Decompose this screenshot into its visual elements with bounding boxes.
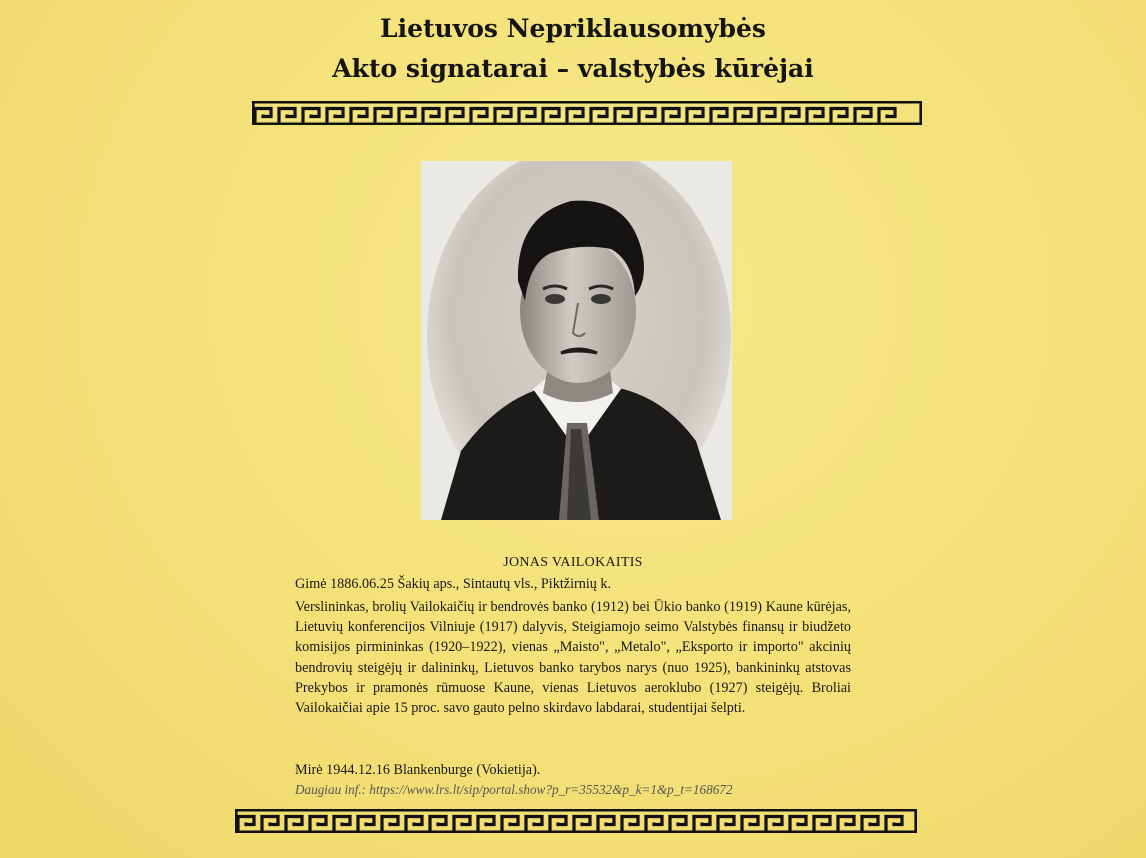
meander-unit xyxy=(382,817,398,831)
portrait-photo xyxy=(421,161,732,520)
meander-unit xyxy=(454,817,470,831)
birth-info: Gimė 1886.06.25 Šakių aps., Sintautų vls., Piktžirnių k. xyxy=(295,576,612,592)
meander-unit xyxy=(238,817,254,831)
meander-unit xyxy=(766,817,782,831)
meander-unit xyxy=(855,109,871,123)
page-title-line2: Akto signatarai – valstybės kūrėjai xyxy=(332,54,814,83)
meander-unit xyxy=(358,817,374,831)
meander-unit xyxy=(639,109,655,123)
biography-text: Verslininkas, brolių Vailokaičių ir bendrovės banko (1912) bei Ūkio banko (1919) Kaune kūrėjas, Lietuvių konferencijos Vilniuje (1917) dalyvis, Steigiamojo seimo Valstybės finansų ir biudžeto komisijos pirmininkas (1920–1922), vienas „Maisto", „Metalo", „Eksporto ir importo" akcinių bendrovių steigėjų ir dalininkų, Lietuvos banko tarybos narys (nuo 1925), bankininkų atstovas Prekybos ir pramonės rūmuose Kaune, vienas Lietuvos aeroklubo (1927) steigėjų. Broliai Vailokaičiai apie 15 proc. savo gauto pelno skirdavo labdarai, studentijai šelpti. xyxy=(295,599,851,717)
meander-unit xyxy=(879,109,895,123)
page-title-line1: Lietuvos Nepriklausomybės xyxy=(380,14,766,43)
meander-unit xyxy=(886,817,902,831)
meander-unit xyxy=(687,109,703,123)
meander-unit xyxy=(814,817,830,831)
meander-unit xyxy=(478,817,494,831)
meander-unit xyxy=(711,109,727,123)
meander-unit xyxy=(399,109,415,123)
meander-unit xyxy=(279,109,295,123)
meander-unit xyxy=(735,109,751,123)
meander-unit xyxy=(375,109,391,123)
meander-unit xyxy=(663,109,679,123)
meander-unit xyxy=(255,109,271,123)
meander-unit xyxy=(502,817,518,831)
meander-unit xyxy=(574,817,590,831)
meander-unit xyxy=(286,817,302,831)
meander-unit xyxy=(567,109,583,123)
meander-unit xyxy=(718,817,734,831)
meander-unit xyxy=(831,109,847,123)
meander-unit xyxy=(334,817,350,831)
meander-unit xyxy=(807,109,823,123)
meander-unit xyxy=(262,817,278,831)
meander-unit xyxy=(471,109,487,123)
meander-unit xyxy=(351,109,367,123)
meander-unit xyxy=(759,109,775,123)
meander-unit xyxy=(790,817,806,831)
meander-unit xyxy=(591,109,607,123)
meander-unit xyxy=(783,109,799,123)
meander-unit xyxy=(862,817,878,831)
meander-unit xyxy=(622,817,638,831)
meander-unit xyxy=(838,817,854,831)
greek-key-border-bottom xyxy=(235,809,917,833)
meander-unit xyxy=(423,109,439,123)
meander-unit xyxy=(615,109,631,123)
more-info-link[interactable]: Daugiau inf.: https://www.lrs.lt/sip/portal.show?p_r=35532&p_k=1&p_t=168672 xyxy=(295,782,733,797)
meander-unit xyxy=(495,109,511,123)
meander-unit xyxy=(310,817,326,831)
greek-key-border-top xyxy=(252,101,922,125)
meander-unit xyxy=(303,109,319,123)
meander-unit xyxy=(406,817,422,831)
meander-unit xyxy=(646,817,662,831)
death-info: Mirė 1944.12.16 Blankenburge (Vokietija). xyxy=(295,762,541,778)
meander-unit xyxy=(327,109,343,123)
meander-unit xyxy=(526,817,542,831)
meander-unit xyxy=(543,109,559,123)
meander-unit xyxy=(447,109,463,123)
meander-unit xyxy=(670,817,686,831)
meander-unit xyxy=(598,817,614,831)
person-name: JONAS VAILOKAITIS xyxy=(503,555,643,570)
meander-unit xyxy=(694,817,710,831)
meander-unit xyxy=(742,817,758,831)
meander-unit xyxy=(430,817,446,831)
meander-unit xyxy=(519,109,535,123)
meander-unit xyxy=(550,817,566,831)
